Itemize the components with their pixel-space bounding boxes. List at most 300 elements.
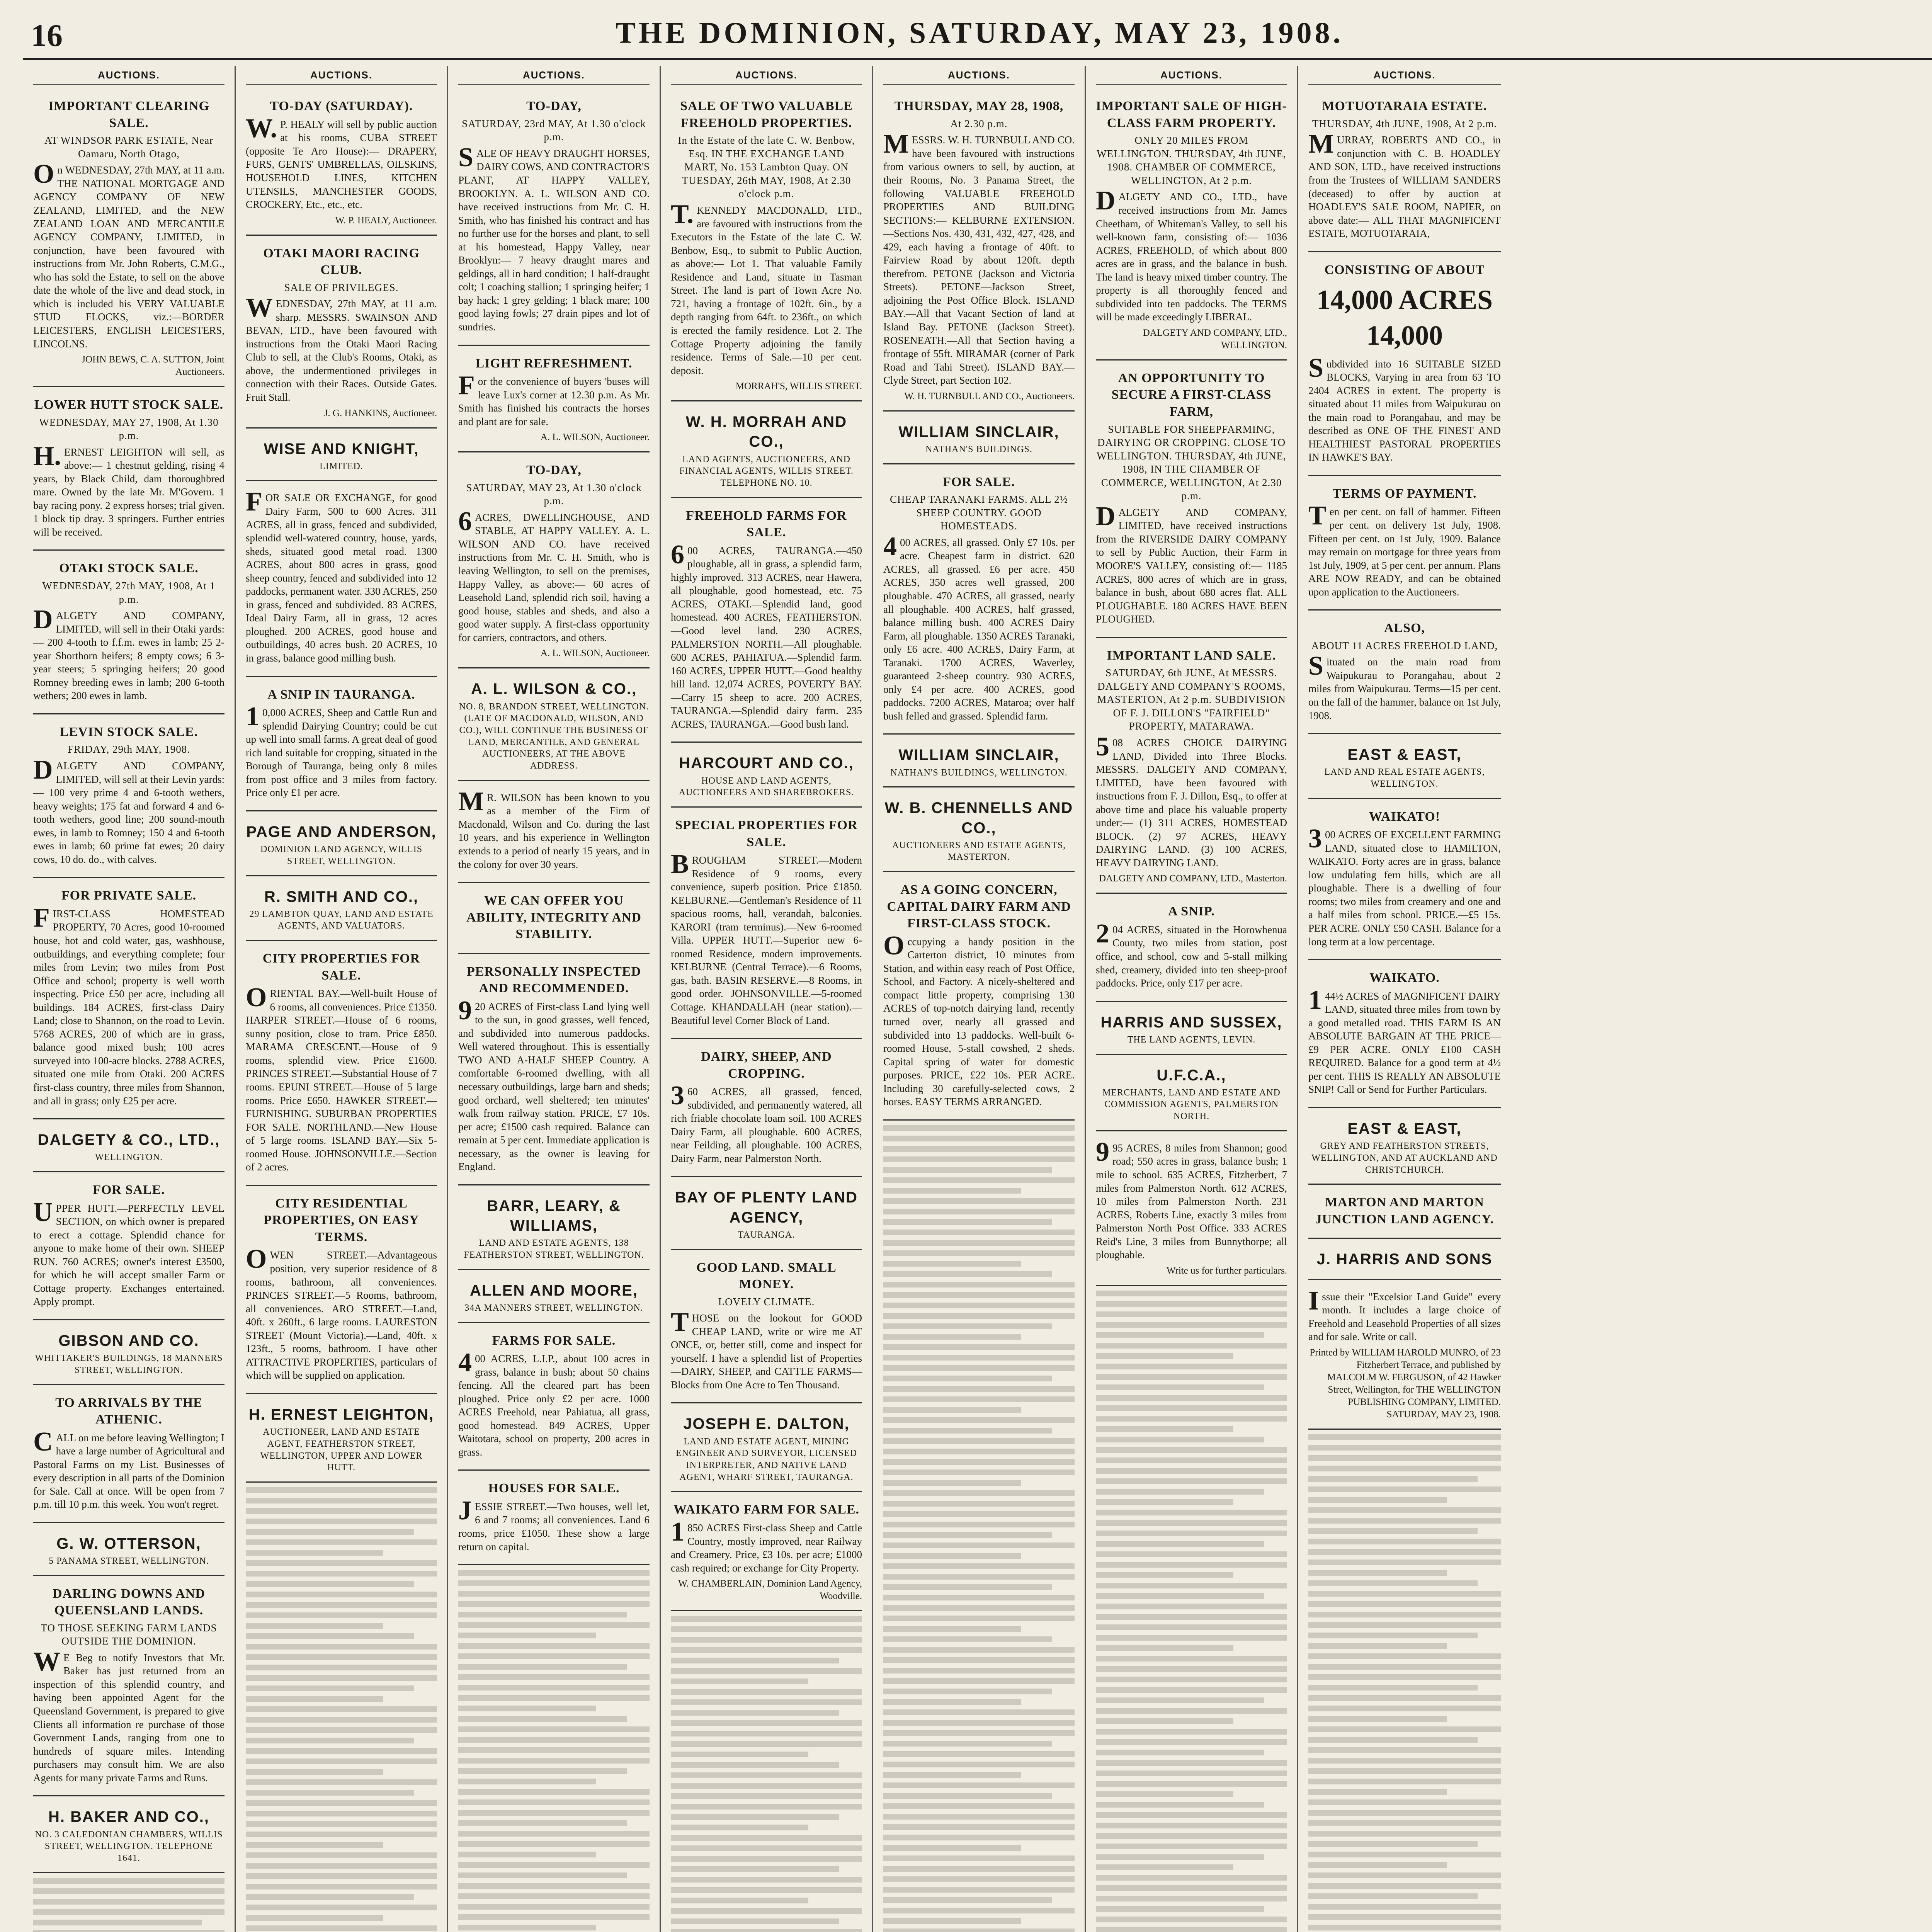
print-line: [246, 1539, 437, 1545]
auction-columns: [23, 66, 1932, 1932]
ad-headline: MARTON AND MARTON JUNCTION LAND AGENCY.: [1315, 1195, 1494, 1226]
column-heading: AUCTIONS.: [1096, 66, 1287, 85]
ad-body-text: For the convenience of buyers 'buses will leave Lux's corner at 12.30 p.m. As Mr. Smith has finished his contracts the horses and plant are for sale.: [458, 371, 650, 427]
print-line: [1096, 1489, 1264, 1495]
column-heading: AUCTIONS.: [883, 66, 1075, 85]
print-line: [883, 1866, 1075, 1872]
ad-headline: A SNIP IN TAURANGA.: [267, 687, 415, 702]
print-line: [883, 1824, 1075, 1830]
print-line: [1096, 1332, 1264, 1338]
print-line: [671, 1783, 862, 1789]
ad-body-text: DALGETY AND COMPANY, LIMITED, have received instructions from the RIVERSIDE DAIRY COMPANY to sell by Public Auction, their Farm in MOORE'S VALLEY, consisting of:— 1185 ACRES, 800 acres of which are in grass, balance in bush, about 680 acres flat. ALL PLOUGHABLE. 180 ACRES HAVE BEEN PLOUGHED.: [1096, 501, 1287, 625]
firm-name: HARCOURT AND CO.,: [679, 755, 854, 772]
ad-signature: A. L. WILSON, Auctioneer.: [540, 432, 650, 443]
print-line: [458, 1747, 650, 1753]
print-line: [458, 1758, 650, 1764]
firm-address: NATHAN'S BUILDINGS, WELLINGTON.: [890, 767, 1068, 778]
firm-name: W. H. MORRAH AND CO.,: [685, 413, 847, 451]
ad-signature: DALGETY AND COMPANY, LTD., WELLINGTON.: [1143, 327, 1287, 350]
firm-address: AUCTIONEERS AND ESTATE AGENTS, MASTERTON.: [892, 840, 1066, 862]
advertisement: [1096, 1002, 1287, 1055]
print-line: [458, 1914, 650, 1920]
ad-headline: TERMS OF PAYMENT.: [1332, 486, 1477, 501]
print-line: [883, 1146, 1075, 1152]
print-line: [883, 1334, 1021, 1340]
print-line: [246, 1571, 437, 1577]
print-line: [1096, 1896, 1287, 1901]
print-line: [671, 1772, 862, 1778]
print-line: [458, 1612, 627, 1617]
print-line: [1096, 1864, 1233, 1870]
print-line: [1308, 1455, 1501, 1461]
firm-address: 29 LAMBTON QUAY, LAND AND ESTATE AGENTS, AND VALUATORS.: [249, 909, 434, 931]
print-line: [458, 1580, 650, 1586]
ad-headline: PERSONALLY INSPECTED AND RECOMMENDED.: [466, 964, 641, 996]
firm-address: HOUSE AND LAND AGENTS, AUCTIONEERS AND SHAREBROKERS.: [679, 776, 854, 798]
ad-subheading: FRIDAY, 29th MAY, 1908.: [67, 743, 190, 755]
print-line: [671, 1752, 808, 1757]
print-line: [458, 1872, 627, 1878]
firm-name: GIBSON AND CO.: [58, 1332, 199, 1349]
print-line: [883, 1438, 1075, 1444]
print-line: [1308, 1591, 1501, 1597]
advertisement: [33, 1576, 224, 1797]
firm-address: TAURANGA.: [738, 1230, 795, 1240]
ad-body-text: MR. WILSON has been known to you as a member of the Firm of Macdonald, Wilson and Co. during the last 10 years, and his experience in Wellington extends to a period of nearly 15 years, and in the colony for over 30 years.: [458, 786, 650, 870]
print-line: [246, 1633, 414, 1639]
column-6: [1086, 66, 1298, 1932]
advertisement: [33, 1320, 224, 1385]
print-line: [671, 1804, 862, 1810]
print-line: [1308, 1466, 1501, 1471]
print-line: [1096, 1291, 1287, 1296]
column-heading: AUCTIONS.: [1308, 66, 1501, 85]
print-line: [1308, 1518, 1501, 1524]
firm-address: 5 PANAMA STREET, WELLINGTON.: [49, 1556, 209, 1566]
advertisement: [246, 811, 437, 876]
ad-subheading: LOVELY CLIMATE.: [718, 1296, 815, 1308]
ad-headline: HOUSES FOR SALE.: [488, 1481, 620, 1496]
advertisement: [33, 88, 224, 387]
print-line: [671, 1668, 862, 1674]
ad-body-text: Issue their "Excelsior Land Guide" every month. It includes a large choice of Freehold and Leasehold Properties of all sizes and for sale. Write or call.: [1308, 1286, 1501, 1343]
firm-address: LAND AND ESTATE AGENT, MINING ENGINEER AND SURVEYOR, LICENSED INTERPRETER, AND NATIVE LAND AGENT, WHARF STREET, TAURANGA.: [675, 1436, 857, 1482]
print-line: [883, 1522, 1075, 1527]
print-line: [883, 1490, 1075, 1496]
print-line: [1096, 1447, 1287, 1453]
ad-headline: FOR SALE.: [943, 474, 1015, 489]
print-line: [246, 1905, 437, 1910]
ad-subheading: In the Estate of the late C. W. Benbow, Esq. IN THE EXCHANGE LAND MART, No. 153 Lambton Quay. ON TUESDAY, 26th MAY, 1908, At 2.30 o'clock p.m.: [678, 134, 855, 200]
print-line: [1096, 1708, 1287, 1714]
advertisement: [883, 464, 1075, 735]
print-line: [33, 1920, 202, 1925]
firm-address: WHITTAKER'S BUILDINGS, 18 MANNERS STREET, WELLINGTON.: [35, 1353, 223, 1375]
ad-subheading: WEDNESDAY, MAY 27, 1908, At 1.30 p.m.: [39, 416, 219, 442]
column-1: [23, 66, 236, 1932]
print-line: [1308, 1768, 1501, 1774]
print-line: [246, 1925, 437, 1931]
ad-subheading: SALE OF PRIVILEGES.: [284, 281, 399, 293]
advertisement: [33, 1172, 224, 1320]
print-line: [246, 1612, 437, 1618]
print-line: [246, 1800, 437, 1806]
print-line: [883, 1803, 1075, 1809]
print-line: [458, 1862, 650, 1868]
advertisement: [246, 481, 437, 677]
firm-name: J. HARRIS AND SONS: [1316, 1251, 1493, 1268]
firm-address: NO. 8, BRANDON STREET, WELLINGTON. (LATE OF MACDONALD, WILSON, AND CO.), WILL CONTINUE THE BUSINESS OF LAND, MERCANTILE, AND GENERAL AUCTIONEERS, AT THE ABOVE ADDRESS.: [459, 701, 649, 771]
ad-body-text: THOSE on the lookout for GOOD CHEAP LAND, write or wire me AT ONCE, or, better still, come and inspect for yourself. I have a splendid list of Properties—DAIRY, SHEEP, and CATTLE FARMS—Blocks from One Acre to Ten Thousand.: [671, 1307, 862, 1391]
ad-body-text: 1850 ACRES First-class Sheep and Cattle Country, mostly improved, near Railway and Creamery. Price, £3 10s. per acre; £1000 cash required; or exchange for City Property.: [671, 1517, 862, 1574]
print-line: [246, 1811, 437, 1816]
print-line: [883, 1303, 1075, 1308]
print-line: [883, 1699, 1021, 1705]
print-line: [458, 1685, 650, 1690]
print-line: [1308, 1820, 1501, 1826]
print-line: [246, 1560, 437, 1566]
print-line: [671, 1699, 862, 1705]
print-line: [1096, 1562, 1287, 1568]
ad-body-text: Occupying a handy position in the Carterton district, 10 minutes from Station, and within easy reach of Post Office, School, and Factory. A nicely-sheltered and compact little property, comprising 130 ACRES of top-notch dairying land, recently turned over, nearly all grassed and subdivided into 13 paddocks. Well-built 6-roomed House, 5-stall cowshed, 2 sheds. Capital spring of water for domestic purposes. PRICE, £22 10s. PER ACRE. Including 30 carefully-selected cows, 2 horses. EASY TERMS ARRANGED.: [883, 930, 1075, 1108]
ad-headline: SPECIAL PROPERTIES FOR SALE.: [675, 818, 858, 849]
print-line: [1308, 1560, 1501, 1565]
print-line: [246, 1790, 414, 1796]
advertisement: [33, 1523, 224, 1576]
print-line: [883, 1730, 1075, 1736]
print-line: [246, 1685, 414, 1691]
ad-subheading: SUITABLE FOR SHEEPFARMING, DAIRYING OR CROPPING. CLOSE TO WELLINGTON. THURSDAY, 4th JUNE, 1908, IN THE CHAMBER OF COMMERCE, WELLINGTON, At 2.30 p.m.: [1097, 423, 1286, 502]
print-line: [246, 1769, 383, 1775]
print-line: [1096, 1750, 1264, 1755]
ad-body-text: FOR SALE OR EXCHANGE, for good Dairy Farm, 500 to 600 Acres. 311 ACRES, all in grass, fenced and subdivided, splendid well-watered country, house, yards, sheds, situated good metal road. 1300 ACRES, about 800 acres in grass, good sheep country, fenced and subdivided into 12 paddocks, permanent water. 330 ACRES, 250 in grass, fenced and subdivided. 83 ACRES, Ideal Dairy Farm, all in grass, 12 acres ploughed. 200 ACRES, good house and outbuildings, 40 acres bush. 20 ACRES, 10 in grass, balance good milling bush.: [246, 487, 437, 664]
advertisement: [458, 88, 650, 345]
print-line: [1096, 1677, 1287, 1682]
ad-body-text: T.KENNEDY MACDONALD, LTD., are favoured with instructions from the Executors in the Estate of the late C. W. Benbow, Esq., to submit to Public Auction, as above:— Lot 1. That valuable Family Residence and Land, situate in Tasman Street. The land is part of Town Acre No. 721, having a frontage of 102ft. 6in., by a depth ranging from 64ft. to 236ft., on which is erected the family residence. Lot 2. The Cottage Property adjoining the family residence. Terms of Sale.—10 per cent. deposit.: [671, 199, 862, 376]
ad-signature: JOHN BEWS, C. A. SUTTON, Joint Auctioneers.: [82, 354, 224, 378]
print-line: [1308, 1664, 1501, 1670]
advertisement: [883, 412, 1075, 464]
print-line: [883, 1386, 1075, 1392]
firm-name: EAST & EAST,: [1347, 746, 1462, 764]
print-line: [1096, 1645, 1233, 1651]
print-line: [883, 1136, 1075, 1141]
print-line: [883, 1845, 1021, 1851]
print-line: [1308, 1883, 1501, 1889]
column-heading: AUCTIONS.: [458, 66, 650, 85]
print-line: [1308, 1789, 1447, 1795]
print-line: [883, 1616, 1075, 1621]
ad-body-text: 6ACRES, DWELLINGHOUSE, AND STABLE, AT HAPPY VALLEY. A. L. WILSON AND CO. have received instructions from Mr. C. H. Smith, who is leaving Wellington, to sell on the premises, Happy Valley, as above:— 60 acres of Leasehold Land, splendid rich soil, having a good house, stables and sheds, and also a good water supply. A first-class opportunity for carriers, contractors, and others.: [458, 506, 650, 643]
ad-headline: THURSDAY, MAY 28, 1908,: [894, 99, 1064, 114]
advertisement: [1308, 960, 1501, 1108]
print-line: [1096, 1885, 1287, 1891]
advertisement: [246, 1186, 437, 1394]
print-line: [883, 1720, 1075, 1726]
print-line: [1096, 1906, 1264, 1912]
advertisement: [1096, 88, 1287, 361]
print-line: [1096, 1458, 1287, 1463]
advertisement: [246, 1394, 437, 1483]
print-line: [883, 1782, 1075, 1788]
advertisement: [671, 498, 862, 743]
firm-address: WELLINGTON.: [95, 1152, 163, 1163]
firm-name: U.F.C.A.,: [1156, 1066, 1226, 1084]
print-line: [883, 1647, 1075, 1653]
print-line: [1308, 1758, 1501, 1764]
print-line: [883, 1261, 1021, 1267]
print-line: [671, 1679, 808, 1684]
print-line: [883, 1125, 1075, 1131]
page-number: 16: [31, 18, 63, 53]
ad-headline: SALE OF TWO VALUABLE FREEHOLD PROPERTIES.: [680, 99, 853, 130]
print-line: [1096, 1833, 1287, 1839]
ad-headline: TO-DAY,: [526, 99, 582, 114]
print-line: [1308, 1601, 1501, 1607]
print-line: [883, 1250, 1075, 1256]
masthead: [23, 15, 1932, 60]
print-line: [671, 1647, 862, 1653]
small-print-filler: [458, 1570, 650, 1932]
print-line: [1308, 1914, 1501, 1920]
print-line: [1308, 1862, 1447, 1868]
ad-subheading: At 2.30 p.m.: [950, 117, 1008, 129]
ad-body-text: CALL on me before leaving Wellington; I have a large number of Agricultural and Pastoral Farms on my List. Businesses of every description in all parts of the Dominion for Sale. Call at once. Will be open from 7 p.m. till 10 p.m. this week. You won't regret.: [33, 1427, 224, 1510]
ad-body-text: 10,000 ACRES, Sheep and Cattle Run and splendid Dairying Country; could be cut up well into small farms. A great deal of good rich land suitable for cropping, situated in the Borough of Tauranga, being only 8 miles from post office and 3 miles from factory. Price only £1 per acre.: [246, 702, 437, 799]
advertisement: [671, 1403, 862, 1492]
print-line: [246, 1873, 437, 1879]
ad-headline: OTAKI MAORI RACING CLUB.: [263, 246, 420, 277]
ad-headline: LIGHT REFRESHMENT.: [475, 356, 633, 371]
print-line: [883, 1292, 1075, 1298]
print-line: [246, 1675, 437, 1681]
print-line: [883, 1762, 1075, 1767]
ad-subheading: TO THOSE SEEKING FARM LANDS OUTSIDE THE DOMINION.: [41, 1622, 217, 1647]
print-line: [1096, 1520, 1287, 1526]
print-line: [1096, 1468, 1287, 1474]
print-line: [1096, 1656, 1287, 1662]
print-line: [1308, 1622, 1501, 1628]
print-line: [883, 1897, 1052, 1903]
advertisement: [458, 1471, 650, 1565]
print-line: [1308, 1580, 1478, 1586]
advertisement: [33, 1796, 224, 1873]
ad-subheading: SATURDAY, MAY 23, At 1.30 o'clock p.m.: [466, 481, 642, 507]
print-line: [1096, 1739, 1287, 1745]
print-line: [1096, 1875, 1287, 1881]
ad-headline: LEVIN STOCK SALE.: [60, 724, 198, 739]
print-line: [458, 1893, 650, 1899]
advertisement: [1096, 1055, 1287, 1131]
print-line: [883, 1209, 1075, 1214]
ad-body-text: 508 ACRES CHOICE DAIRYING LAND, Divided into Three Blocks. MESSRS. DALGETY AND COMPANY, LIMITED, have been favoured with instructions from F. J. Dillon, Esq., to offer at above time and place his valuable property under:— (1) 311 ACRES, HOMESTEAD BLOCK. (2) 97 ACRES, HEAVY DAIRYING LAND. (3) 100 ACRES, HEAVY DAIRYING LAND.: [1096, 731, 1287, 869]
ad-subheading: CHEAP TARANAKI FARMS. ALL 2½ SHEEP COUNTRY. GOOD HOMESTEADS.: [890, 493, 1068, 532]
print-line: [1096, 1614, 1287, 1620]
print-line: [883, 1709, 1075, 1715]
ad-subheading: WEDNESDAY, 27th MAY, 1908, At 1 p.m.: [42, 580, 216, 605]
print-line: [671, 1762, 839, 1768]
print-line: [246, 1832, 437, 1837]
firm-address: LAND AND REAL ESTATE AGENTS, WELLINGTON.: [1324, 767, 1485, 789]
firm-name: R. SMITH AND CO.,: [264, 888, 419, 905]
print-line: [458, 1883, 650, 1889]
print-line: [1096, 1322, 1287, 1328]
small-print-filler: [246, 1487, 437, 1932]
print-line: [883, 1198, 1075, 1204]
firm-name: DALGETY & CO., LTD.,: [37, 1131, 220, 1149]
print-line: [1308, 1779, 1501, 1784]
firm-name: WISE AND KNIGHT,: [264, 440, 419, 457]
print-line: [1096, 1384, 1264, 1390]
print-line: [246, 1863, 437, 1869]
print-line: [1308, 1831, 1501, 1837]
print-line: [671, 1637, 862, 1643]
print-line: [458, 1674, 650, 1680]
advertisement: [246, 677, 437, 811]
print-line: [458, 1904, 650, 1910]
print-line: [1096, 1343, 1287, 1349]
ad-headline: WE CAN OFFER YOU ABILITY, INTEGRITY AND STABILITY.: [466, 893, 642, 942]
ad-signature: Printed by WILLIAM HAROLD MUNRO, of 23 Fitzherbert Terrace, and published by MALCOLM W. FERGUSON, of 42 Hawker Street, Wellington, for THE WELLINGTON PUBLISHING COMPANY, LIMITED. SATURDAY, MAY 23, 1908.: [1310, 1347, 1501, 1420]
ad-body-text: DALGETY AND CO., LTD., have received instructions from Mr. James Cheetham, of Whiteman's Valley, to sell his well-known farm, consisting of:— 1036 ACRES, FREEHOLD, of which about 800 acres are in grass, and the balance in bush. The land is heavy mixed timber country. The property is all thoroughly fenced and subdivided into ten paddocks. The TERMS will be made exceedingly LIBERAL.: [1096, 186, 1287, 323]
print-line: [671, 1616, 862, 1622]
small-print-filler: [883, 1125, 1075, 1932]
print-line: [1096, 1426, 1233, 1432]
advertisement: [458, 954, 650, 1185]
print-line: [458, 1726, 650, 1732]
print-line: [1096, 1666, 1287, 1672]
column-heading: AUCTIONS.: [671, 66, 862, 85]
print-line: [1096, 1510, 1287, 1515]
column-5: [873, 66, 1086, 1932]
ad-headline: IMPORTANT SALE OF HIGH-CLASS FARM PROPERTY.: [1096, 99, 1287, 130]
small-print-filler: [671, 1616, 862, 1932]
ad-signature: J. G. HANKINS, Auctioneer.: [324, 408, 437, 418]
print-line: [458, 1653, 650, 1659]
print-line: [246, 1581, 414, 1587]
ad-headline: WAIKATO.: [1369, 971, 1440, 985]
column-7: [1298, 66, 1511, 1932]
print-line: [1096, 1301, 1287, 1307]
ad-body-text: Situated on the main road from Waipukurau to Porangahau, about 2 miles from Waipukurau. Terms—15 per cent. on the fall of the hammer, balance on 1st July, 1908.: [1308, 651, 1501, 721]
print-line: [1096, 1812, 1287, 1818]
ad-body-text: W.P. HEALY will sell by public auction at his rooms, CUBA STREET (opposite Te Aro House):— DRAPERY, FURS, GENTS' UMBRELLAS, OILSKINS, HOUSEHOLD LINES, KITCHEN UTENSILS, MANCHESTER GOODS, CROCKERY, Etc., etc., etc.: [246, 113, 437, 211]
print-line: [883, 1929, 1075, 1932]
print-line: [1308, 1486, 1501, 1492]
print-line: [1096, 1917, 1287, 1922]
advertisement: [246, 236, 437, 429]
print-line: [246, 1748, 437, 1754]
print-line: [246, 1821, 437, 1827]
advertisement: [671, 1492, 862, 1611]
print-line: [883, 1908, 1075, 1913]
ad-headline: FOR SALE.: [93, 1182, 165, 1197]
firm-address: LIMITED.: [320, 461, 363, 471]
print-line: [246, 1759, 437, 1764]
print-line: [1096, 1802, 1264, 1808]
firm-address: NATHAN'S BUILDINGS.: [925, 444, 1032, 454]
print-line: [458, 1789, 650, 1795]
print-line: [33, 1930, 224, 1932]
print-line: [671, 1814, 839, 1820]
ad-headline: MOTUOTARAIA ESTATE.: [1322, 99, 1487, 114]
print-line: [1096, 1311, 1287, 1317]
print-line: [671, 1929, 862, 1932]
print-line: [883, 1595, 1075, 1600]
print-line: [1096, 1770, 1287, 1776]
print-line: [671, 1887, 862, 1893]
print-line: [1096, 1854, 1264, 1860]
ad-body-text: 300 ACRES OF EXCELLENT FARMING LAND, situated close to HAMILTON, WAIKATO. Forty acres are in grass, balance low undulating fern hills, which are all ploughable. There is a dwelling of four rooms; two miles from creamery and one and a half miles from school. PRICE.—£5 15s. PER ACRE. ONLY £50 CASH. Balance for a long term at a low percentage.: [1308, 824, 1501, 947]
print-line: [883, 1188, 1021, 1194]
advertisement: [33, 387, 224, 551]
print-line: [246, 1654, 437, 1660]
print-line: [1096, 1687, 1287, 1693]
print-line: [883, 1156, 1075, 1162]
advertisement: [33, 714, 224, 878]
print-line: [458, 1716, 627, 1722]
print-line: [1096, 1604, 1287, 1609]
advertisement: [671, 88, 862, 401]
print-line: [246, 1738, 414, 1743]
firm-name: EAST & EAST,: [1347, 1120, 1462, 1137]
advertisement: [1096, 638, 1287, 894]
ad-headline: IMPORTANT CLEARING SALE.: [48, 99, 209, 130]
ad-headline: OTAKI STOCK SALE.: [59, 561, 199, 576]
print-line: [883, 1855, 1075, 1861]
print-line: [1308, 1706, 1501, 1711]
ad-body-text: On WEDNESDAY, 27th MAY, at 11 a.m. THE NATIONAL MORTGAGE AND AGENCY COMPANY OF NEW ZEALAND, LIMITED, and the NEW ZEALAND LOAN AND MERCANTILE AGENCY COMPANY, LIMITED, in conjunction, have been favoured with instructions from Mr. John Roberts, C.M.G., who has sold the Estate, to sell on the above date the whole of the live and dead stock, in which is included his VERY VALUABLE STUD FLOCKS, viz.:—BORDER LEICESTERS, ENGLISH LEICESTERS, LINCOLNS.: [33, 159, 224, 350]
advertisement: [246, 429, 437, 481]
advertisement: [1096, 1131, 1287, 1286]
ad-subheading: ABOUT 11 ACRES FREEHOLD LAND,: [1311, 639, 1498, 651]
ad-headline: TO-DAY,: [526, 463, 582, 478]
ad-body-text: OWEN STREET.—Advantageous position, very superior residence of 8 rooms, bathroom, all conveniences. PRINCES STREET.—5 Rooms, bathroom, all conveniences. ARO STREET.—Land, 40ft. x 260ft., 6 large rooms. LAURESTON STREET (Mount Victoria).—Land, 40ft. x 123ft., 5 rooms, bathroom. I have other ATTRACTIVE PROPERTIES, particulars of which will be supplied on application.: [246, 1244, 437, 1381]
advertisement: [1308, 88, 1501, 252]
ad-display-figure: 14,000 ACRES 14,000: [1316, 284, 1493, 351]
print-line: [458, 1841, 650, 1847]
small-print-filler: [1096, 1291, 1287, 1932]
print-line: [246, 1852, 437, 1858]
print-line: [458, 1820, 627, 1826]
ad-body-text: 400 ACRES, L.I.P., about 100 acres in grass, balance in bush; about 50 chains fencing. All the cleared part has been ploughed. Price only £2 per acre. 1000 ACRES Freehold, near Pahiatua, all grass, good homestead. 849 ACRES, Upper Waitotara, school on property, 200 acres in grass.: [458, 1348, 650, 1458]
ad-body-text: H.ERNEST LEIGHTON will sell, as above:— 1 chestnut gelding, rising 4 years, by Black Child, dam thoroughbred mare. Owned by the late Mr. M'Govern. 1 bay racing pony. 2 express horses; trial given. 1 block tip dray. 3 springers. Further entries will be received.: [33, 441, 224, 538]
small-print-filler: [1308, 1434, 1501, 1932]
ad-body-text: WE Beg to notify Investors that Mr. Baker has just returned from an inspection of this splendid country, and having been appointed Agent for the Queensland Government, is prepared to give Clients all information re purchase of those Government Lands, ranging from one to hundreds of square miles. Intending purchasers may consult him. We are also Agents for many private Farms and Runs.: [33, 1646, 224, 1784]
print-line: [671, 1898, 808, 1903]
ad-headline: TO ARRIVALS BY THE ATHENIC.: [55, 1395, 202, 1427]
print-line: [1096, 1791, 1233, 1797]
ad-body-text: Subdivided into 16 SUITABLE SIZED BLOCKS, Varying in area from 63 TO 2404 ACRES in extent. The property is situated about 11 miles from Waipukurau on the main road to Porangahau, and may be described as ONE OF THE FINEST AND HEALTHIEST PASTORAL PROPERTIES IN HAWKE'S BAY.: [1308, 353, 1501, 463]
print-line: [1308, 1716, 1447, 1722]
firm-name: JOSEPH E. DALTON,: [683, 1415, 850, 1433]
ad-headline: CONSISTING OF ABOUT: [1324, 262, 1485, 277]
firm-name: G. W. OTTERSON,: [56, 1535, 201, 1552]
print-line: [246, 1727, 437, 1733]
print-line: [1096, 1624, 1287, 1630]
ad-headline: DARLING DOWNS AND QUEENSLAND LANDS.: [53, 1586, 205, 1618]
advertisement: [458, 883, 650, 954]
ad-body-text: WEDNESDAY, 27th MAY, at 11 a.m. sharp. MESSRS. SWAINSON AND BEVAN, LTD., have been favoured with instructions from the Otaki Maori Racing Club to sell, at the Club's Rooms, Otaki, as above, the undermentioned privileges in connection with their Races. Outside Gates. Fruit Stall.: [246, 293, 437, 403]
print-line: [1096, 1541, 1264, 1547]
print-line: [883, 1323, 1052, 1329]
advertisement: [883, 735, 1075, 787]
ad-body-text: 920 ACRES of First-class Land lying well to the sun, in good grasses, well fenced, and subdivided into numerous paddocks. Well watered throughout. This is essentially TWO AND A-HALF SHEEP Country. A comfortable 6-roomed dwelling, with all necessary outbuildings, large barn and sheds; good orchard, well sheltered; ten minutes' walk from railway station. PRICE, £7 10s. per acre; £1500 cash required. Balance can remain at 5 per cent. Immediate application is necessary, as the owner is leaving for England.: [458, 995, 650, 1173]
print-line: [883, 1177, 1075, 1183]
print-line: [1096, 1364, 1287, 1369]
advertisement: [246, 941, 437, 1186]
print-line: [883, 1532, 1052, 1538]
